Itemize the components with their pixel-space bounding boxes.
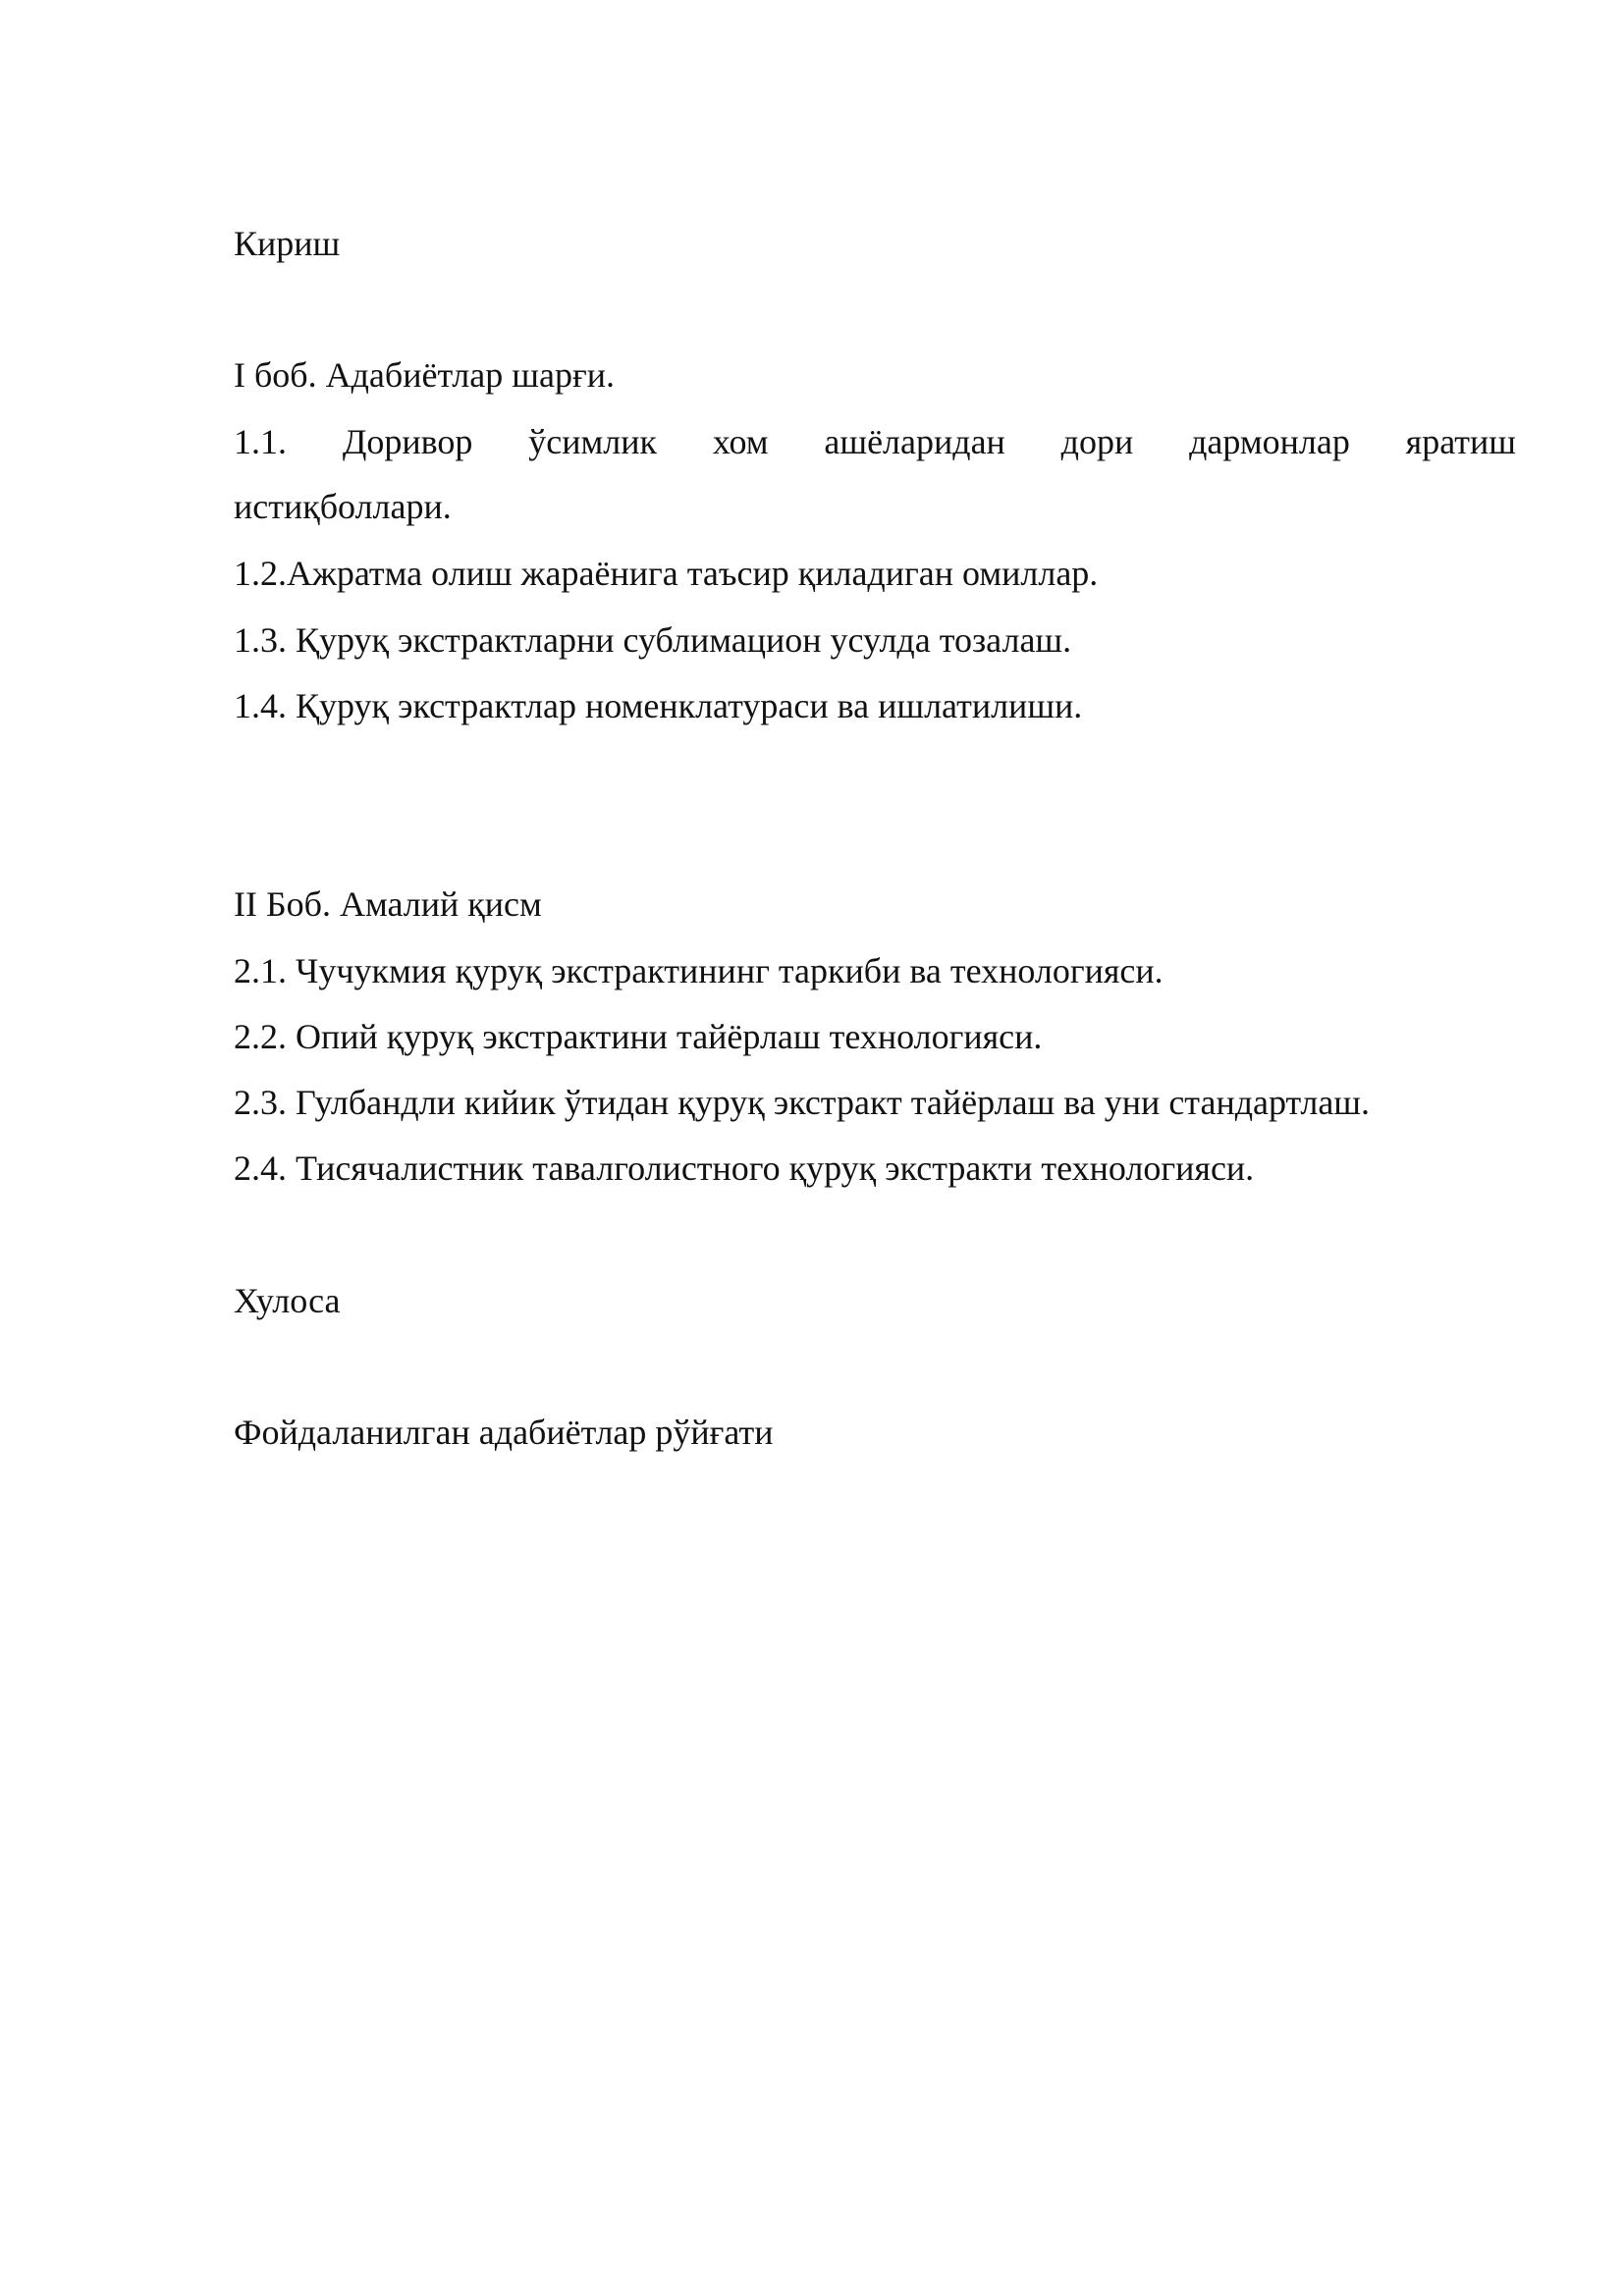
toc-item-1-3: 1.3. Қуруқ экстрактларни сублимацион усулда тозалаш. — [234, 620, 1072, 660]
toc-item-1-4: 1.4. Қуруқ экстрактлар номенклатураси ва ишлатилиши. — [234, 686, 1083, 725]
toc-item-1-1-word: ашёларидан — [824, 422, 1005, 461]
toc-item-1-1 — [234, 420, 1516, 463]
toc-item-2-4: 2.4. Тисячалистник тавалголистного қуруқ экстракти технологияси. — [234, 1148, 1255, 1188]
toc-intro: Кириш — [234, 224, 341, 263]
toc-item-1-2: 1.2.Ажратма олиш жараёнига таъсир қиладиган омиллар. — [234, 554, 1099, 593]
toc-item-1-1-continuation: истиқболлари. — [234, 487, 452, 526]
toc-item-1-1-word: дори — [1060, 422, 1134, 461]
toc-item-1-1-word: яратиш — [1405, 422, 1516, 461]
toc-item-1-1-word: Доривор — [342, 422, 473, 461]
toc-item-1-1-word: хом — [712, 422, 769, 461]
toc-item-1-1-word: 1.1. — [234, 422, 287, 461]
toc-conclusion: Хулоса — [234, 1281, 341, 1320]
toc-item-2-3: 2.3. Гулбандли кийик ўтидан қуруқ экстракт тайёрлаш ва уни стандартлаш. — [234, 1083, 1371, 1122]
chapter2-title: II Боб. Амалий қисм — [234, 884, 542, 924]
toc-item-2-1: 2.1. Чучукмия қуруқ экстрактининг таркиби ва технологияси. — [234, 951, 1164, 990]
toc-item-1-1-word: дармонлар — [1189, 422, 1350, 461]
toc-references: Фойдаланилган адабиётлар рўйғати — [234, 1413, 774, 1452]
chapter1-title: I боб. Адабиётлар шарғи. — [234, 355, 615, 395]
toc-item-2-2: 2.2. Опий қуруқ экстрактини тайёрлаш технологияси. — [234, 1017, 1043, 1056]
toc-item-1-1-word: ўсимлик — [528, 422, 657, 461]
